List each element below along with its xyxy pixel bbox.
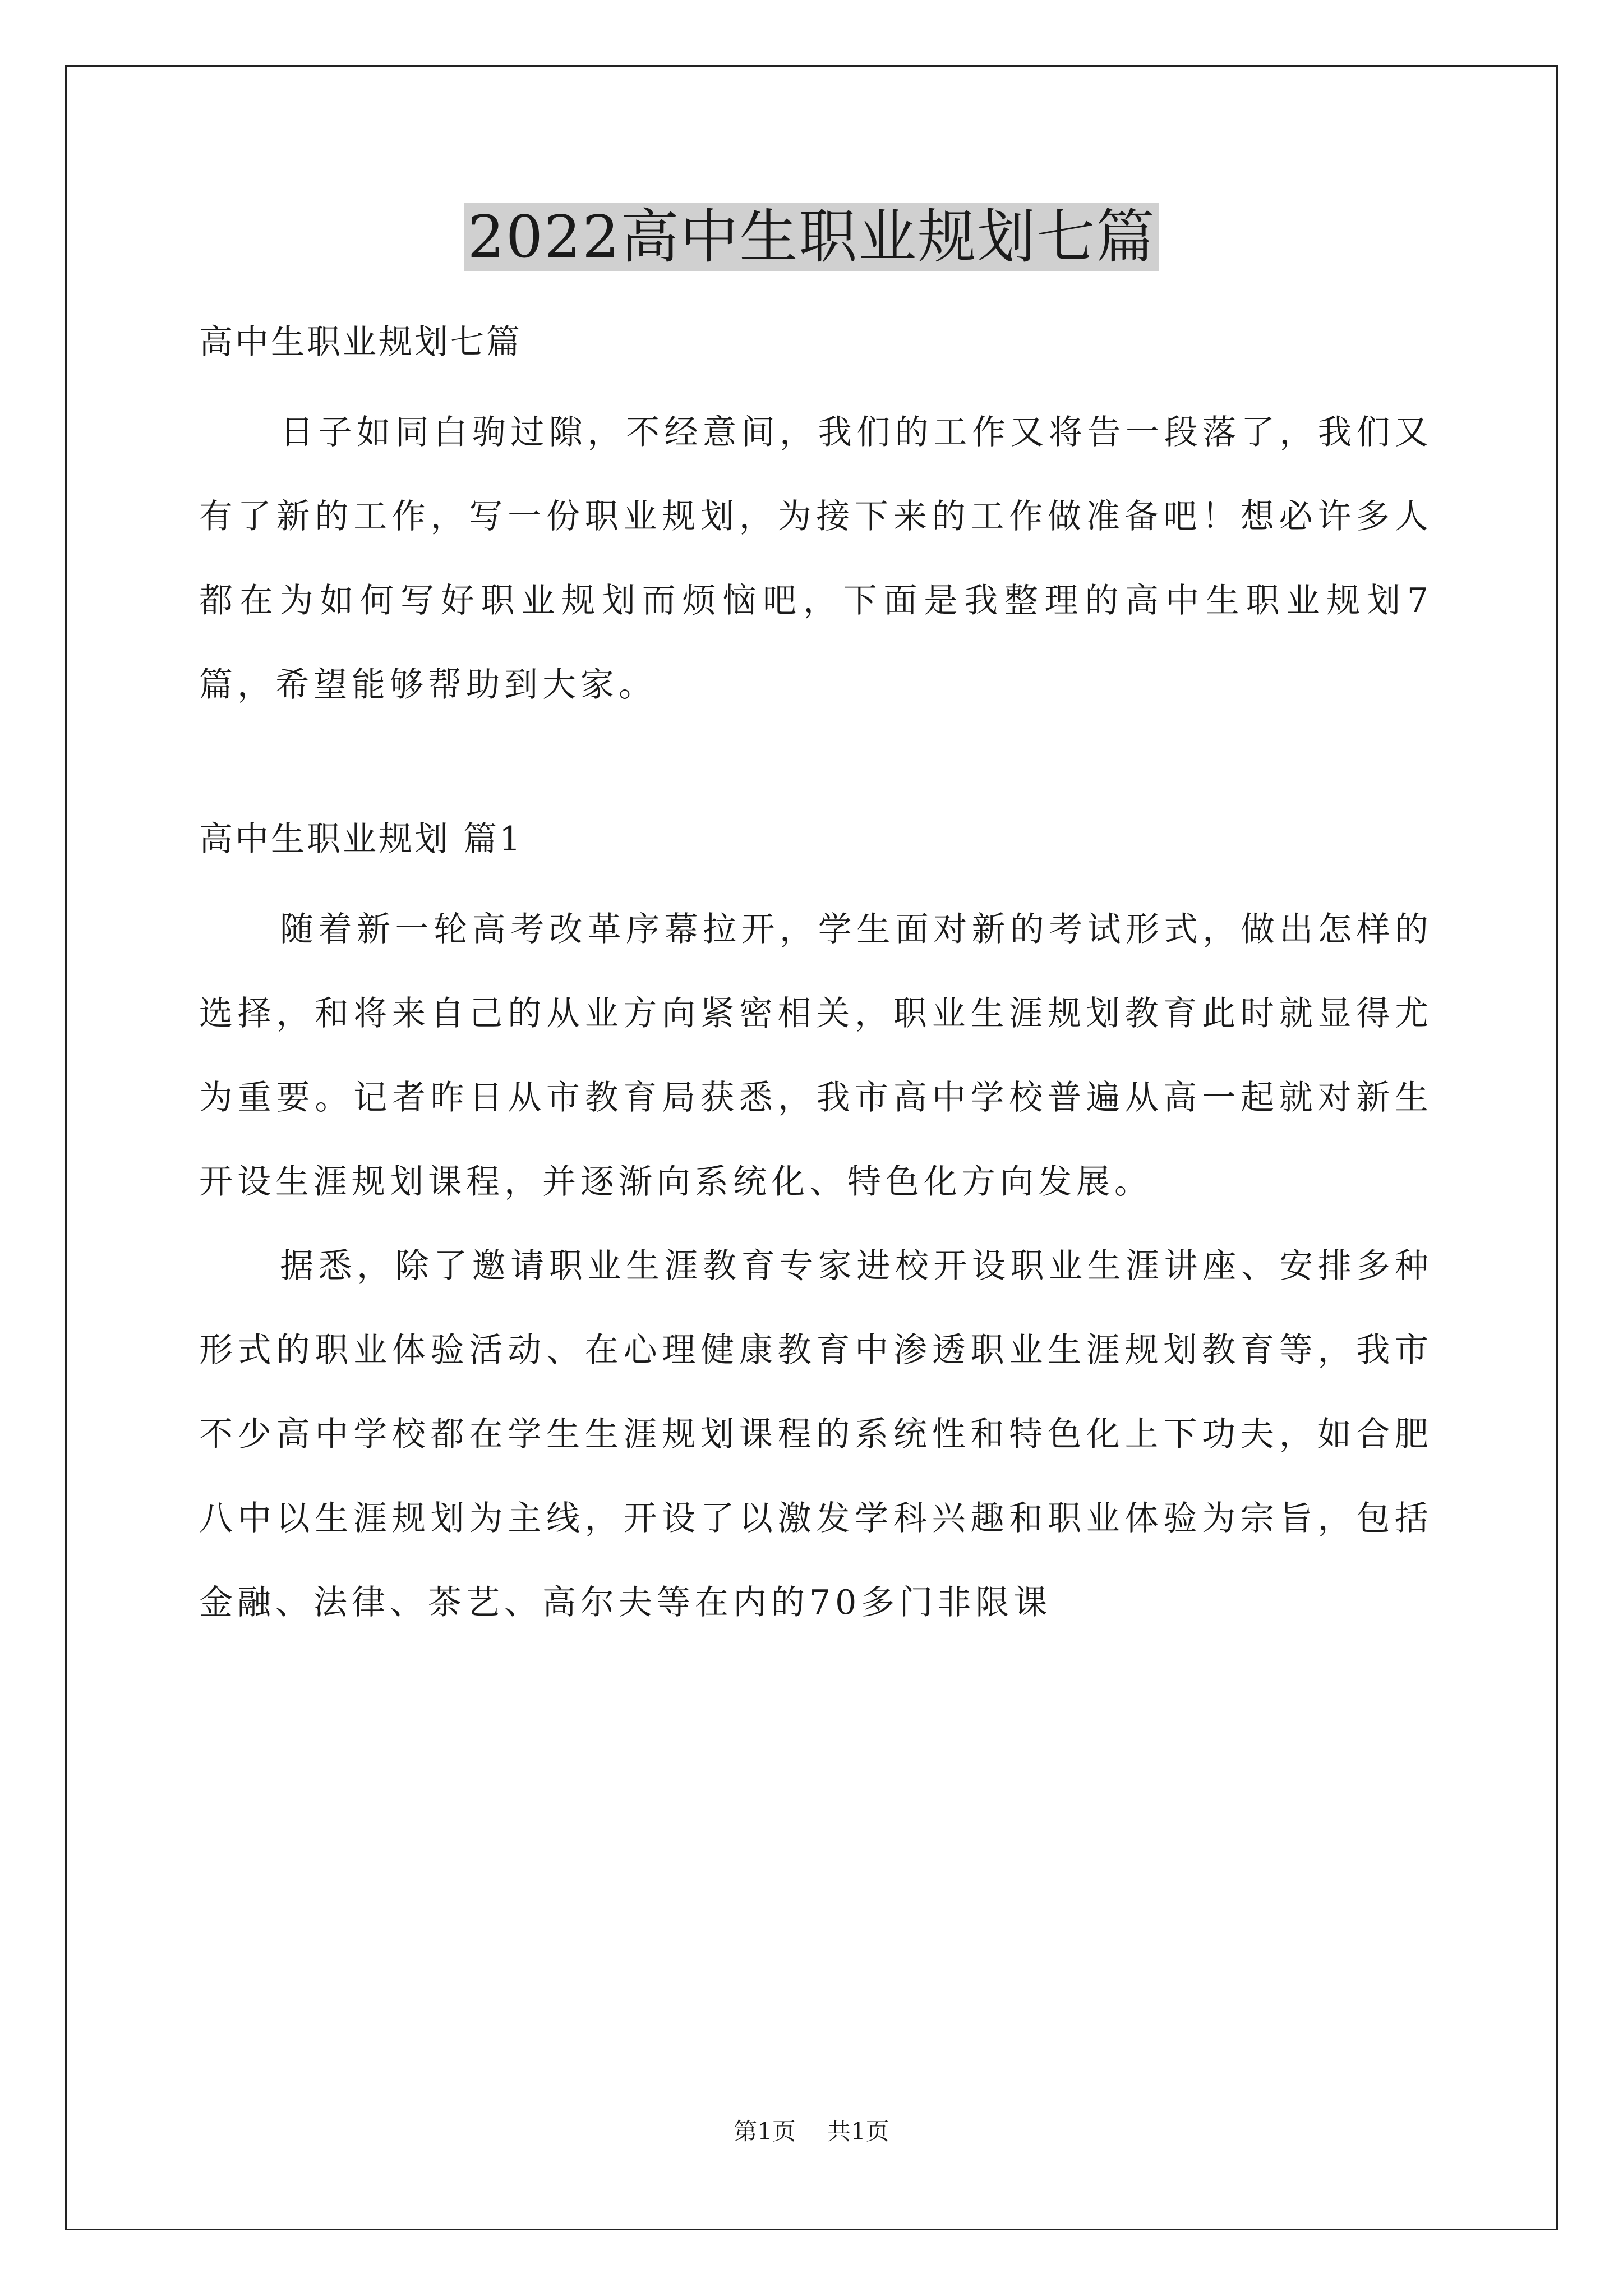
document-title — [0, 197, 1623, 276]
document-body — [199, 303, 1433, 1645]
document-title-text: 2022高中生职业规划七篇 — [464, 203, 1159, 271]
page-number: 第1页 — [734, 2118, 796, 2145]
section-heading: 高中生职业规划 篇1 — [199, 820, 523, 859]
page-total: 共1页 — [827, 2118, 889, 2145]
section-paragraph: 随着新一轮高考改革序幕拉开，学生面对新的考试形式，做出怎样的选择，和将来自己的从业方向紧密相关，职业生涯规划教育此时就显得尤为重要。记者昨日从市教育局获悉，我市高中学校普遍从高一起就对新生开设生涯规划课程，并逐渐向系统化、特色化方向发展。 — [199, 910, 1433, 1202]
intro-paragraph: 日子如同白驹过隙，不经意间，我们的工作又将告一段落了，我们又有了新的工作，写一份职业规划，为接下来的工作做准备吧！想必许多人都在为如何写好职业规划而烦恼吧，下面是我整理的高中生职业规划7篇，希望能够帮助到大家。 — [199, 413, 1433, 705]
document-subtitle: 高中生职业规划七篇 — [199, 323, 522, 362]
section-paragraph: 据悉，除了邀请职业生涯教育专家进校开设职业生涯讲座、安排多种形式的职业体验活动、在心理健康教育中渗透职业生涯规划教育等，我市不少高中学校都在学生生涯规划课程的系统性和特色化上下功夫，如合肥八中以生涯规划为主线，开设了以激发学科兴趣和职业体验为宗旨，包括金融、法律、茶艺、高尔夫等在内的70多门非限课 — [199, 1246, 1433, 1622]
page-footer — [0, 2115, 1623, 2148]
